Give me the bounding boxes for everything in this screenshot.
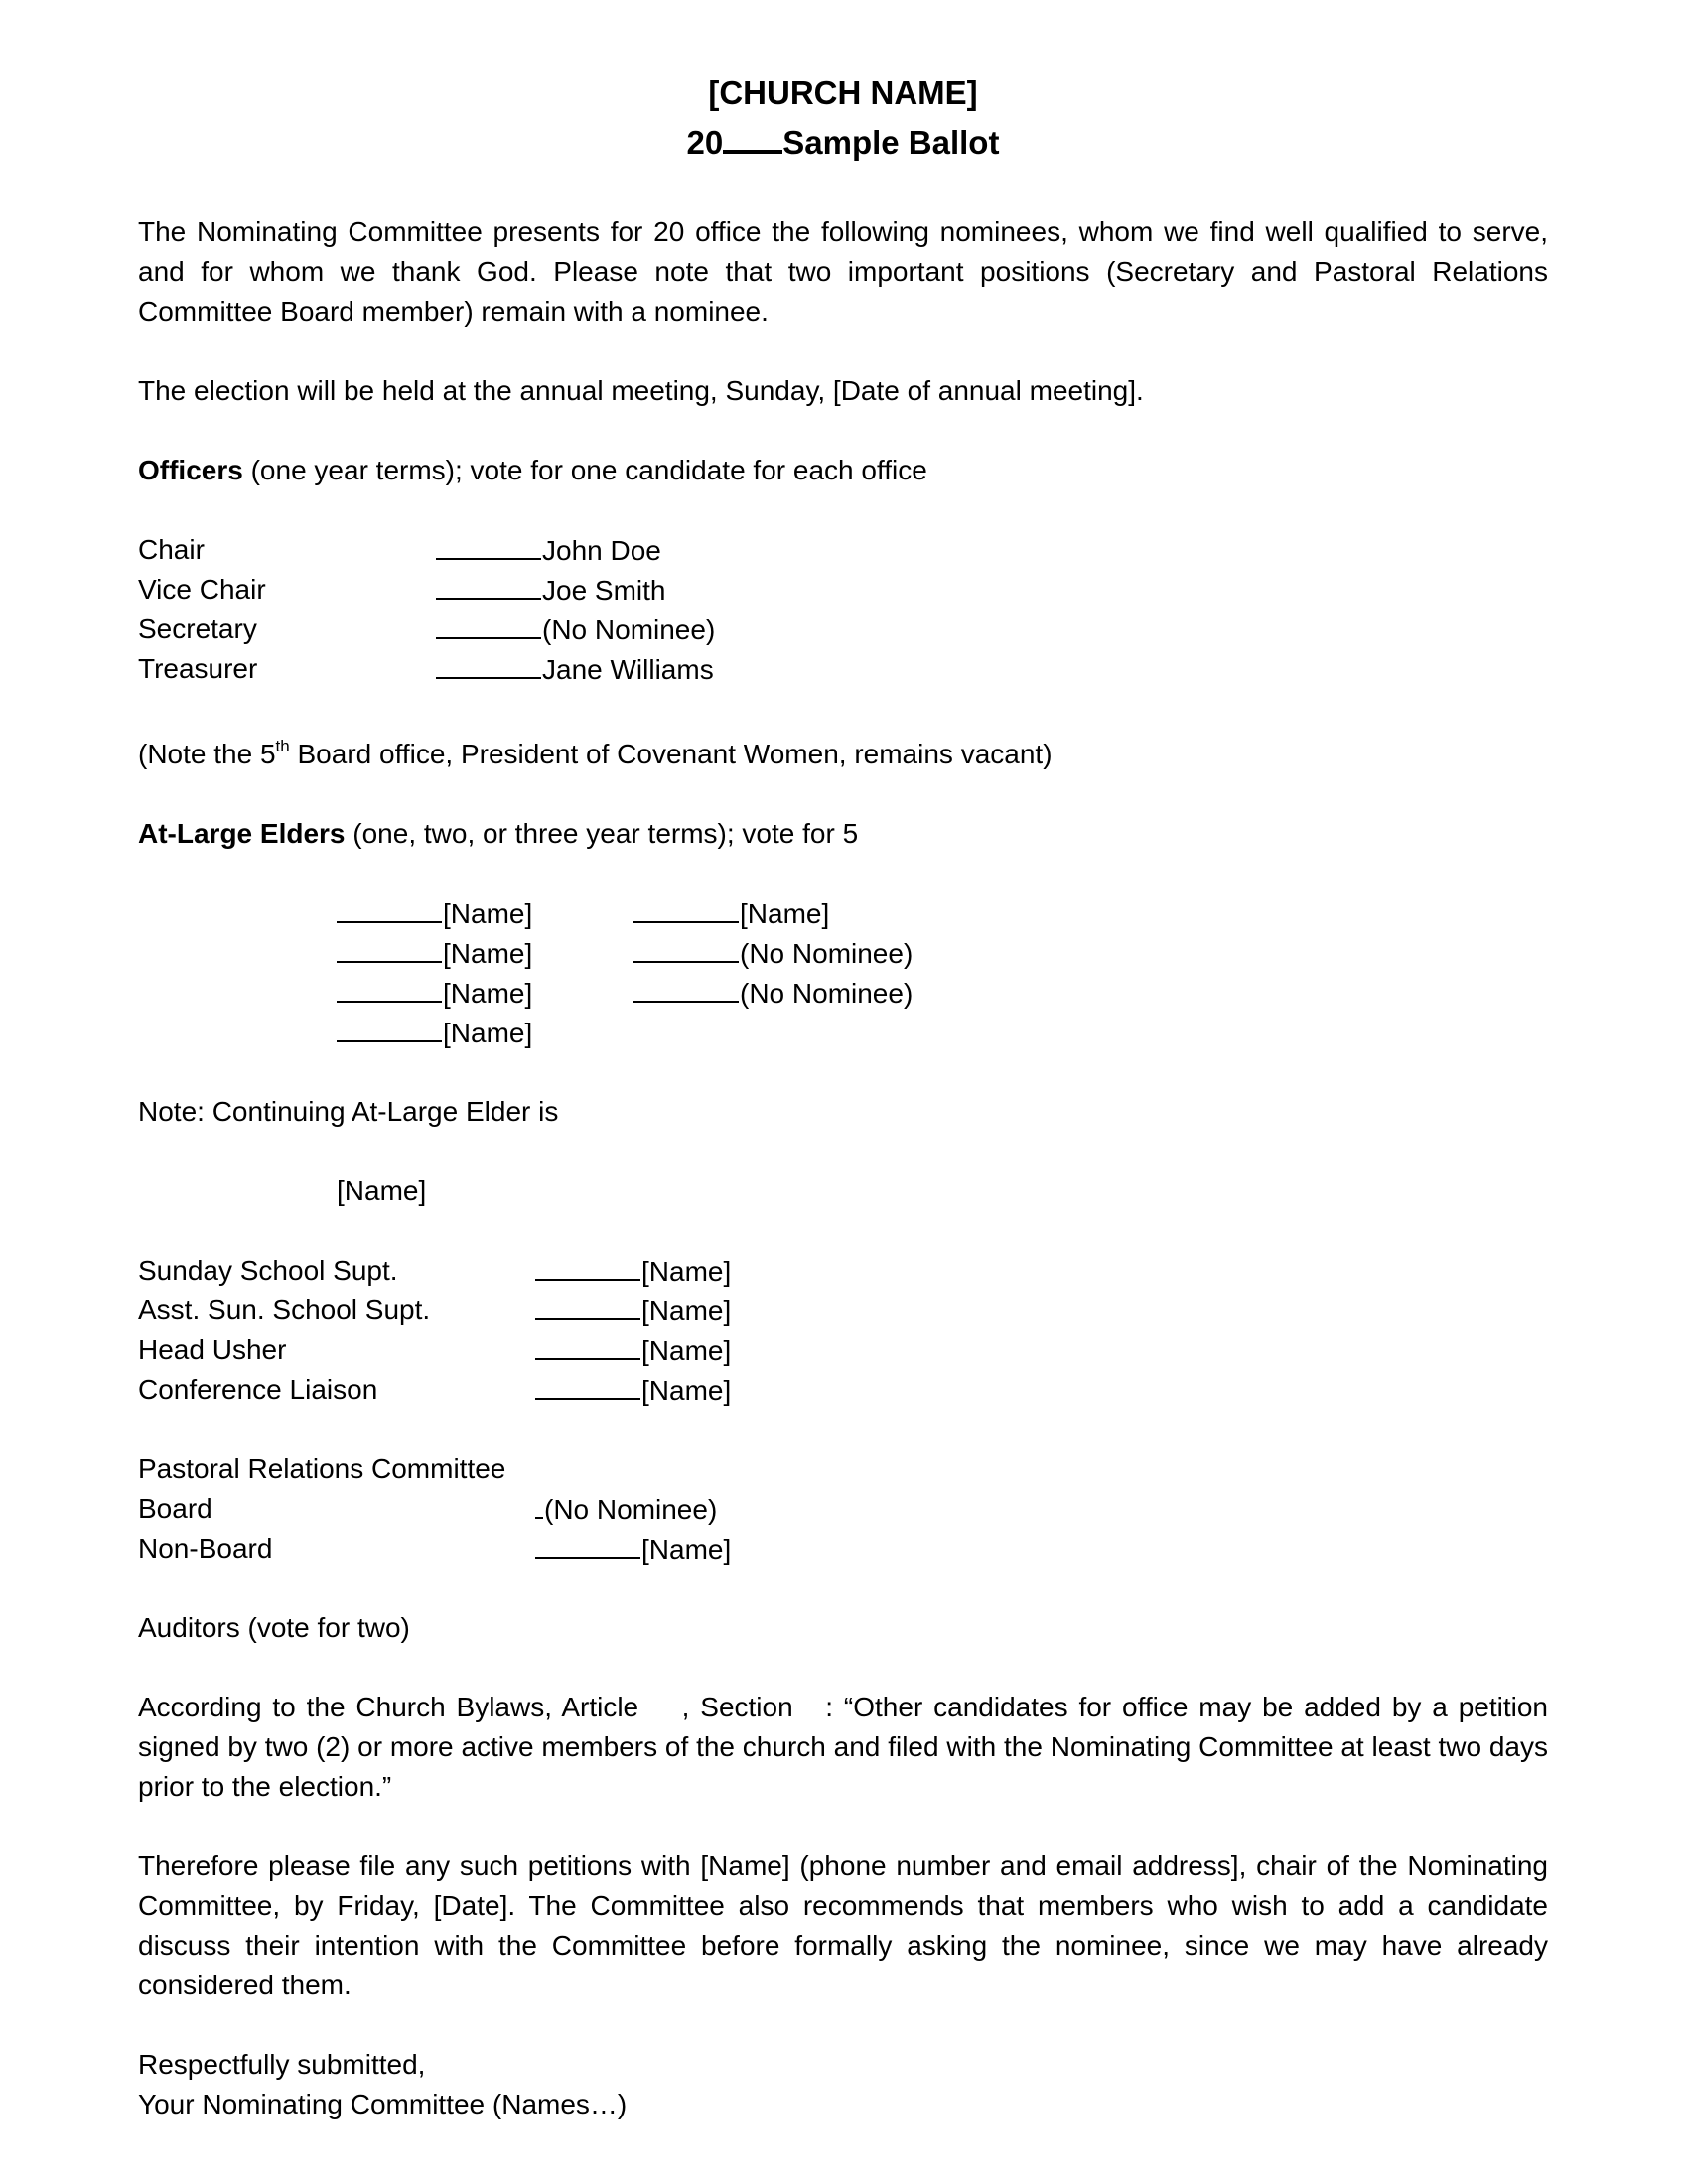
continuing-elder-note: Note: Continuing At-Large Elder is bbox=[138, 1096, 559, 1127]
ballot-title-text: Sample Ballot bbox=[782, 124, 1000, 161]
school-nominee bbox=[535, 1370, 731, 1411]
nominee-name: [Name] bbox=[641, 1375, 732, 1406]
officers-heading bbox=[138, 451, 927, 490]
officer-nominee bbox=[436, 649, 714, 690]
officer-nominee bbox=[436, 530, 661, 571]
pastoral-nonboard-label: Non-Board bbox=[138, 1533, 273, 1564]
nominee-name: Jane Williams bbox=[542, 654, 714, 685]
election-paragraph: The election will be held at the annual meeting, Sunday, [Date of annual meeting]. bbox=[138, 375, 1144, 406]
elder-nominee bbox=[633, 933, 913, 974]
nominee-name: [Name] bbox=[641, 1534, 732, 1565]
nominee-name: [Name] bbox=[641, 1296, 732, 1326]
vote-blank[interactable] bbox=[436, 570, 541, 600]
vote-blank[interactable] bbox=[535, 1529, 640, 1559]
officers-heading-rest: (one year terms); vote for one candidate for each office bbox=[242, 455, 927, 485]
year-blank bbox=[723, 124, 782, 154]
vacancy-note bbox=[138, 735, 1053, 774]
school-nominee bbox=[535, 1330, 731, 1371]
pastoral-nonboard-nominee bbox=[535, 1529, 731, 1570]
elder-nominee bbox=[337, 893, 532, 934]
year-prefix: 20 bbox=[686, 124, 724, 161]
elder-nominee bbox=[337, 973, 532, 1014]
officers-heading-bold: Officers bbox=[138, 455, 243, 485]
vacancy-note-post: Board office, President of Covenant Women, remains vacant) bbox=[289, 739, 1053, 769]
nominee-name: [Name] bbox=[641, 1256, 732, 1287]
school-nominee bbox=[535, 1251, 731, 1292]
nominee-name: [Name] bbox=[443, 938, 533, 969]
nominee-name: (No Nominee) bbox=[542, 614, 716, 645]
nominee-name: (No Nominee) bbox=[740, 938, 914, 969]
school-position: Conference Liaison bbox=[138, 1374, 378, 1405]
vote-blank[interactable] bbox=[535, 1291, 640, 1320]
vote-blank[interactable] bbox=[633, 893, 739, 923]
closing-line-2: Your Nominating Committee (Names…) bbox=[138, 2089, 628, 2119]
officer-position: Secretary bbox=[138, 614, 257, 644]
vote-blank[interactable] bbox=[337, 973, 442, 1003]
officer-position: Vice Chair bbox=[138, 574, 266, 605]
vote-blank[interactable] bbox=[337, 893, 442, 923]
vote-blank[interactable] bbox=[337, 933, 442, 963]
vote-blank[interactable] bbox=[436, 610, 541, 639]
church-name-title: [CHURCH NAME] bbox=[708, 74, 978, 111]
nominee-name: (No Nominee) bbox=[544, 1494, 718, 1525]
vacancy-note-pre: (Note the 5 bbox=[138, 739, 276, 769]
nominee-name: [Name] bbox=[443, 978, 533, 1009]
pastoral-board-nominee bbox=[535, 1489, 717, 1530]
nominee-name: [Name] bbox=[443, 1018, 533, 1048]
school-nominee bbox=[535, 1291, 731, 1331]
pastoral-heading: Pastoral Relations Committee bbox=[138, 1453, 506, 1484]
elders-heading bbox=[138, 814, 858, 854]
vote-blank[interactable] bbox=[436, 649, 541, 679]
school-position: Sunday School Supt. bbox=[138, 1255, 398, 1286]
intro-paragraph: The Nominating Committee presents for 20 office the following nominees, whom we find well qualified to serve, and for whom we thank God. Please note that two important positions (Secretary and Pastoral Relations Committee Board member) remain with a nominee. bbox=[138, 216, 1548, 327]
elder-nominee bbox=[337, 1013, 532, 1053]
elder-nominee bbox=[633, 893, 829, 934]
auditors-line: Auditors (vote for two) bbox=[138, 1612, 410, 1643]
officer-nominee bbox=[436, 570, 666, 611]
vote-blank[interactable] bbox=[436, 530, 541, 560]
ballot-title bbox=[138, 123, 1548, 163]
vote-blank[interactable] bbox=[535, 1370, 640, 1400]
pastoral-board-label: Board bbox=[138, 1493, 212, 1524]
nominee-name: [Name] bbox=[443, 898, 533, 929]
elder-nominee bbox=[337, 933, 532, 974]
school-position: Asst. Sun. School Supt. bbox=[138, 1295, 431, 1325]
nominee-name: John Doe bbox=[542, 535, 661, 566]
nominee-name: Joe Smith bbox=[542, 575, 666, 606]
closing-line-1: Respectfully submitted, bbox=[138, 2049, 426, 2080]
elders-heading-rest: (one, two, or three year terms); vote for 5 bbox=[345, 818, 859, 849]
elder-nominee bbox=[633, 973, 913, 1014]
officer-nominee bbox=[436, 610, 715, 650]
nominee-name: (No Nominee) bbox=[740, 978, 914, 1009]
vacancy-note-sup: th bbox=[275, 737, 290, 755]
officer-position: Treasurer bbox=[138, 653, 258, 684]
nominee-name: [Name] bbox=[740, 898, 830, 929]
elders-heading-bold: At-Large Elders bbox=[138, 818, 346, 849]
continuing-elder-name: [Name] bbox=[337, 1175, 427, 1206]
vote-blank[interactable] bbox=[633, 933, 739, 963]
vote-blank[interactable] bbox=[535, 1251, 640, 1281]
vote-blank[interactable] bbox=[535, 1489, 543, 1519]
petitions-paragraph: Therefore please file any such petitions with [Name] (phone number and email address], chair of the Nominating Committee, by Friday, [Date]. The Committee also recommends that members who wish to add a candidate discuss their intention with the Committee before formally asking the nominee, since we may have already considered them. bbox=[138, 1850, 1548, 2000]
nominee-name: [Name] bbox=[641, 1335, 732, 1366]
vote-blank[interactable] bbox=[535, 1330, 640, 1360]
bylaws-paragraph: According to the Church Bylaws, Article , Section : “Other candidates for office may be added by a petition signed by two (2) or more active members of the church and filed with the Nominating Committee at least two days prior to the election.” bbox=[138, 1692, 1556, 1802]
school-position: Head Usher bbox=[138, 1334, 287, 1365]
ballot-page bbox=[138, 0, 1556, 2184]
vote-blank[interactable] bbox=[337, 1013, 442, 1042]
vote-blank[interactable] bbox=[633, 973, 739, 1003]
officer-position: Chair bbox=[138, 534, 205, 565]
